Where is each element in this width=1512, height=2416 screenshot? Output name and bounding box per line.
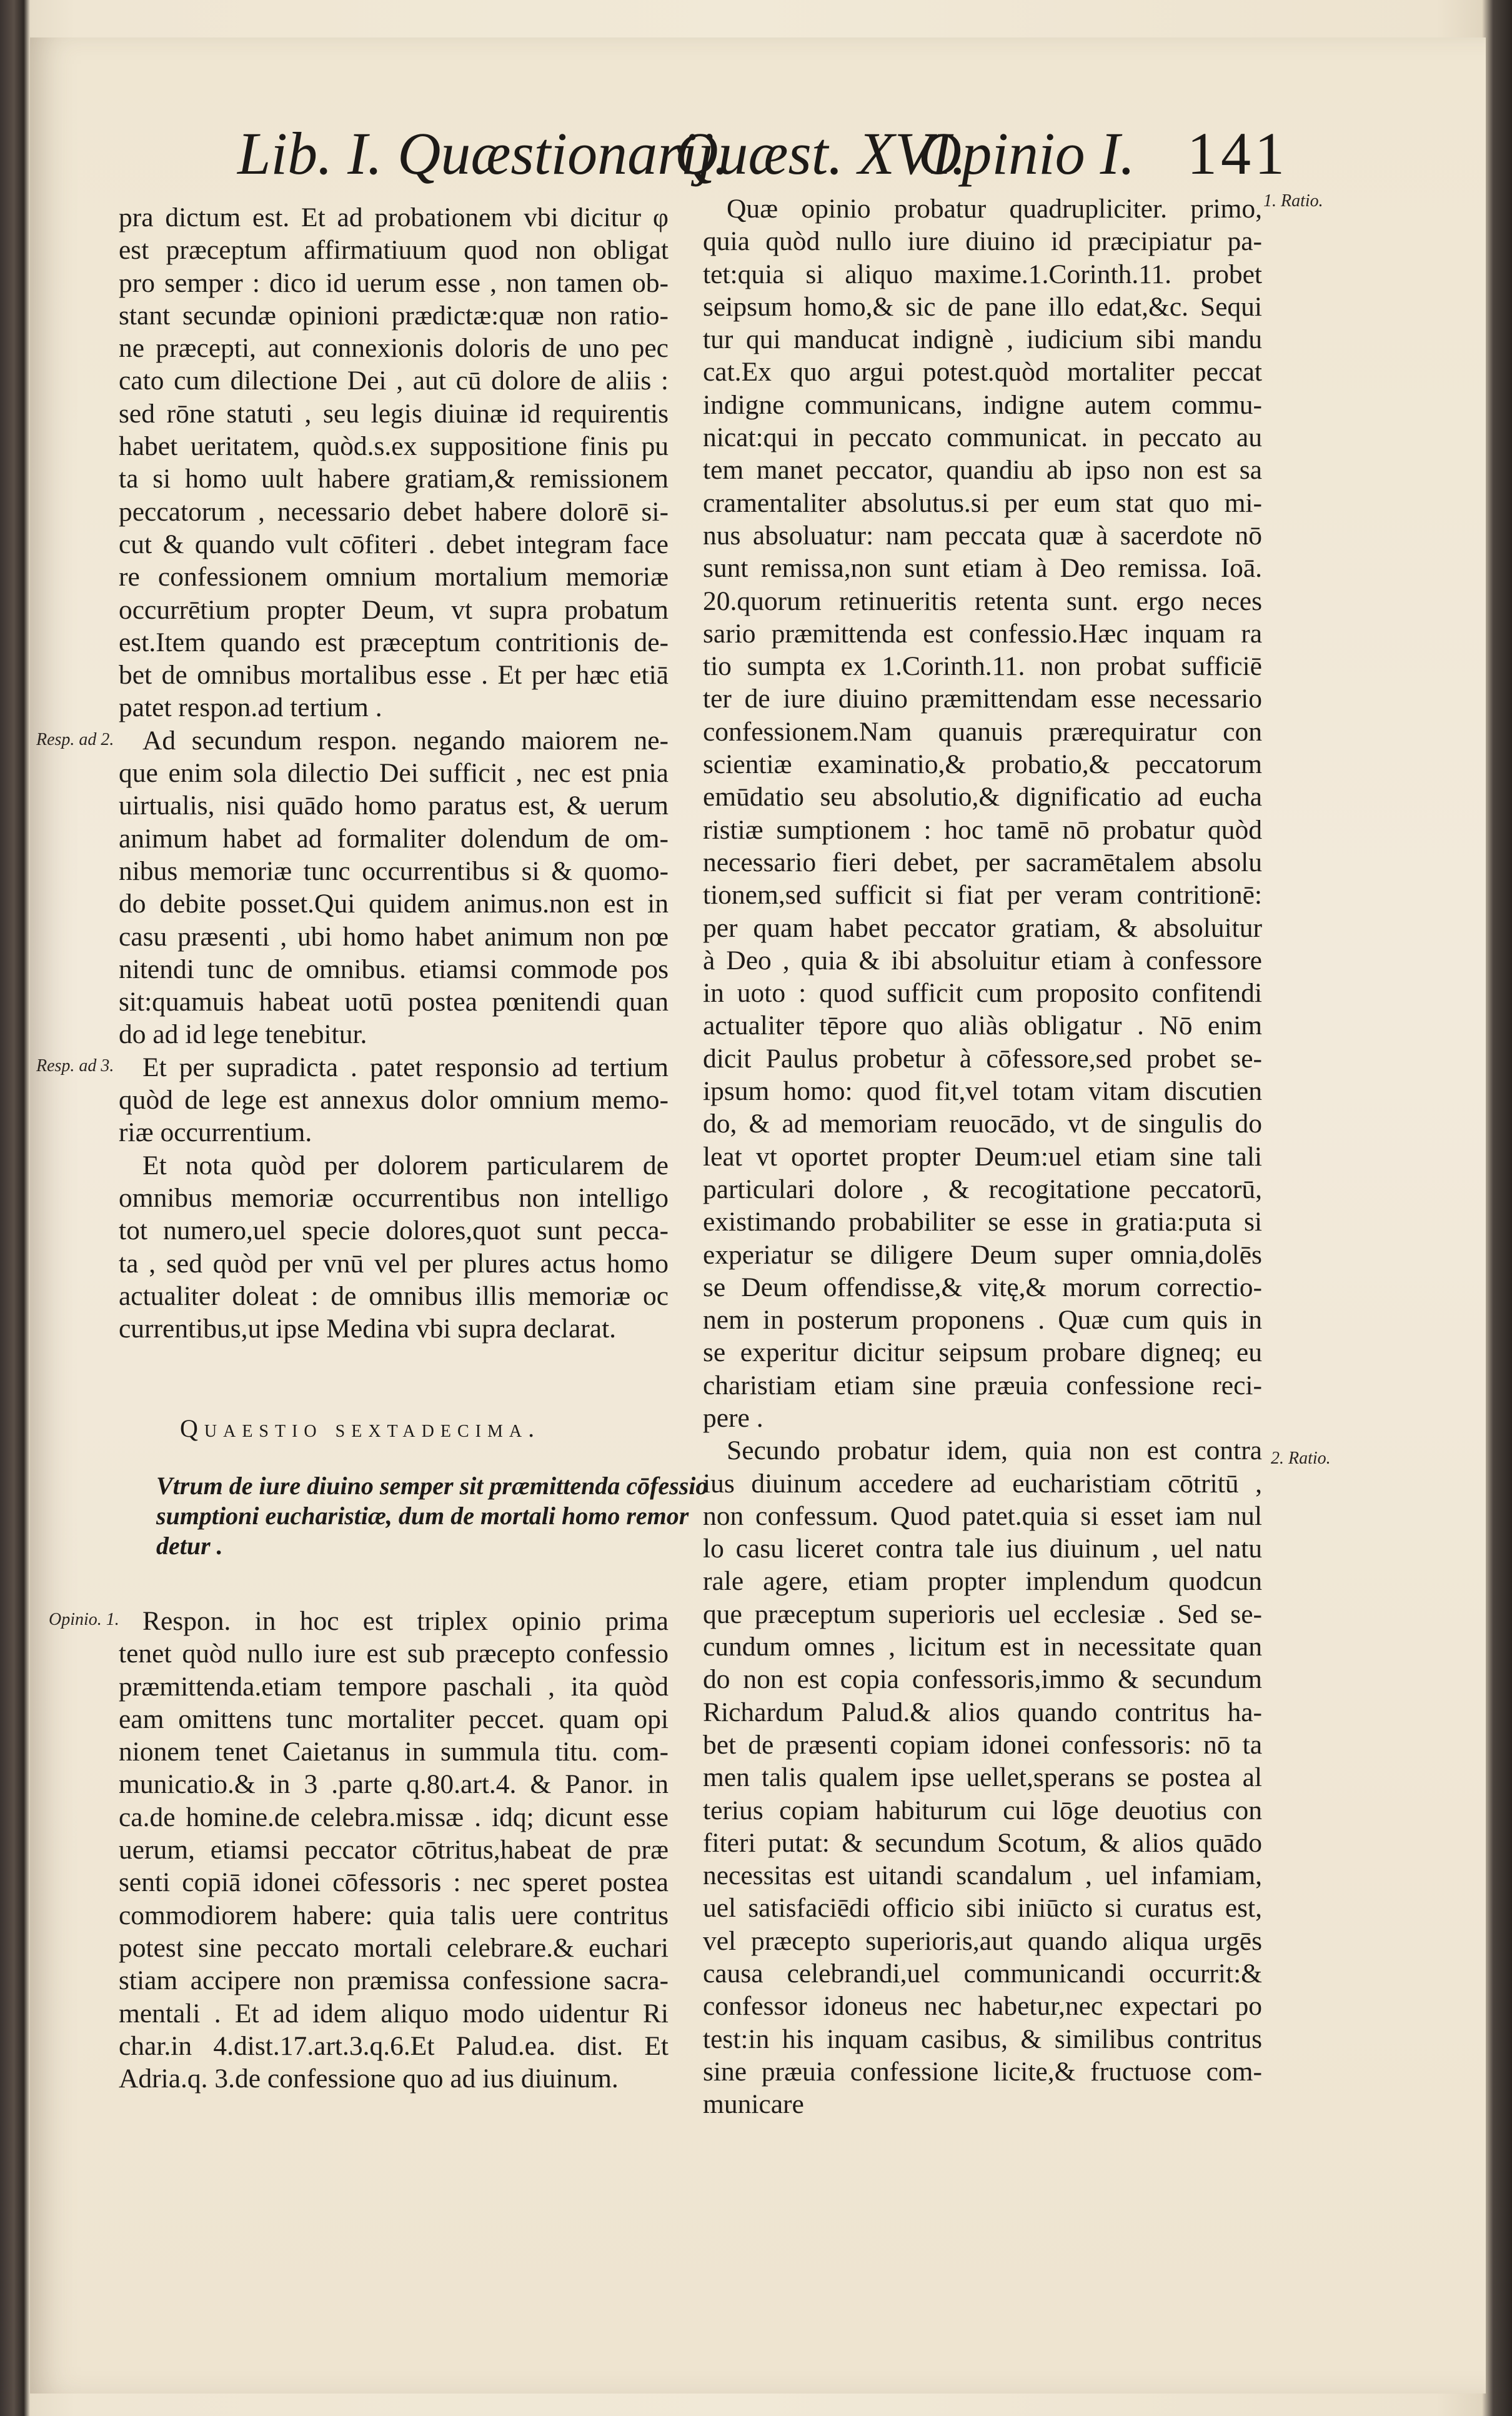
text-line: sed rōne statuti , seu legis diuinæ id requirentis [119, 398, 669, 429]
text-line: ta , sed quòd per vnū vel per plures actus homo [119, 1248, 669, 1279]
text-line: ne præcepti, aut connexionis doloris de uno pec [119, 333, 669, 364]
text-line: cat.Ex quo argui potest.quòd mortaliter peccat [703, 357, 1262, 387]
text-line: terius copiam habiturum cui lōge deuotius con [703, 1795, 1262, 1825]
question-text [156, 1471, 709, 1561]
text-line: tet:quia si aliquo maxime.1.Corinth.11. probet [703, 259, 1262, 289]
text-line: potest sine peccato mortali celebrare.& euchari [119, 1932, 669, 1963]
text-line: do ad id lege tenebitur. [119, 1019, 367, 1050]
margin-note-resp-ad-3: Resp. ad 3. [36, 1056, 114, 1076]
text-line: que enim sola dilectio Dei sufficit , nec est pnia [119, 758, 669, 789]
left-paragraph-5 [119, 1605, 669, 2095]
right-paragraph-1 [703, 192, 1262, 1434]
text-line: pro semper : dico id uerum esse , non tamen ob- [119, 267, 669, 298]
text-line: do non est copia confessoris,immo & secundum [703, 1664, 1262, 1695]
text-line: non confessum. Quod patet.quia si esset iam nul [703, 1500, 1262, 1531]
text-line: Richardum Palud.& alios quando contritus ha- [703, 1697, 1262, 1727]
text-line: pra dictum est. Et ad probationem vbi dicitur φ [119, 202, 669, 232]
left-paragraph-3 [119, 1051, 669, 1149]
text-line: sine præuia confessione licite,& fructuose com- [703, 2056, 1262, 2087]
text-line: char.in 4.dist.17.art.3.q.6.Et Palud.ea. dist. Et [119, 2030, 669, 2061]
page-number: 141 [1187, 120, 1288, 187]
text-line: actualiter tēpore quo aliàs obligatur . Nō enim [703, 1011, 1262, 1041]
text-line: se experitur dicitur seipsum probare digneq; eu [703, 1337, 1262, 1368]
text-line: test:in his inquam casibus, & similibus contritus [703, 2024, 1262, 2054]
running-header [0, 94, 1512, 187]
text-line: existimando probabiliter se esse in gratia:puta si [703, 1207, 1262, 1237]
text-line: tionem,sed sufficit si fiat per veram contritionē: [703, 880, 1262, 911]
text-line: Et per supradicta . patet responsio ad tertium [142, 1052, 669, 1082]
right-paragraph-2 [703, 1434, 1262, 2120]
text-line: actualiter doleat : de omnibus illis memoriæ oc [119, 1280, 669, 1311]
text-line: tur qui manducat indignè , iudicium sibi mandu [703, 324, 1262, 355]
text-line: cut & quando vult cōfiteri . debet integram face [119, 529, 669, 559]
text-line: ipsum homo: quod fit,vel totam vitam discutien [703, 1076, 1262, 1107]
text-line: tot numero,uel specie dolores,quot sunt pecca- [119, 1215, 669, 1246]
text-line: ta si homo uult habere gratiam,& remissionem [119, 464, 669, 494]
text-line: leat vt oportet propter Deum:uel etiam sine tali [703, 1141, 1262, 1172]
text-line: præmittenda.etiam tempore paschali , ita quòd [119, 1671, 669, 1702]
text-line: peccatorum , necessario debet habere dolorē si- [119, 496, 669, 527]
text-line: ter de iure diuino præmittendam esse necessario [703, 684, 1262, 714]
text-line: se Deum offendisse,& vitę,& morum correctio- [703, 1272, 1262, 1302]
text-line: currentibus,ut ipse Medina vbi supra declarat. [119, 1314, 617, 1344]
text-line: indigne communicans, indigne autem commu- [703, 389, 1262, 420]
text-line: casu præsenti , ubi homo habet animum non pœ [119, 921, 669, 952]
text-line: do debite posset.Qui quidem animus.non est in [119, 889, 669, 919]
right-column [703, 192, 1262, 2121]
text-line: per quam habet peccator gratiam, & absoluitur [703, 912, 1262, 943]
text-line: omnibus memoriæ occurrentibus non intelligo [119, 1182, 669, 1213]
text-line: quòd de lege est annexus dolor omnium memo- [119, 1085, 669, 1116]
text-line: nitendi tunc de omnibus. etiamsi commode pos [119, 954, 669, 984]
text-line: dicit Paulus probetur à cōfessore,sed probet se- [703, 1043, 1262, 1074]
text-line: seipsum homo,& sic de pane illo edat,&c. Sequi [703, 291, 1262, 322]
text-line: cato cum dilectione Dei , aut cū dolore de aliis : [119, 366, 669, 396]
text-line: 20.quorum retinueritis retenta sunt. ergo neces [703, 586, 1262, 616]
text-line: Secundo probatur idem, quia non est contra [727, 1435, 1262, 1466]
text-line: tio sumpta ex 1.Corinth.11. non probat sufficiē [703, 651, 1262, 682]
left-column [119, 201, 669, 1345]
left-paragraph-4 [119, 1149, 669, 1345]
text-line: eam omittens tunc mortaliter peccet. quam opi [119, 1704, 669, 1734]
left-paragraph-1 [119, 201, 669, 724]
text-line: uirtualis, nisi quādo homo paratus est, & uerum [119, 791, 669, 821]
text-line: à Deo , quia & ibi absoluitur etiam à confessore [703, 945, 1262, 976]
text-line: que præceptum superioris uel ecclesiæ . Sed se- [703, 1599, 1262, 1629]
text-line: Adria.q. 3.de confessione quo ad ius diuinum. [119, 2064, 619, 2094]
margin-note-resp-ad-2: Resp. ad 2. [36, 730, 114, 749]
text-line: necessitas est uitandi scandalum , uel infamiam, [703, 1860, 1262, 1891]
text-line: sumptioni eucharistiæ, dum de mortali homo remor [156, 1502, 689, 1530]
text-line: do, & ad memoriam reuocādo, vt de singulis do [703, 1109, 1262, 1139]
text-line: tem manet peccator, quandiu ab ipso non est sa [703, 455, 1262, 486]
left-column-lower [119, 1605, 669, 2095]
text-line: commodiorem habere: quia talis uere contritus [119, 1900, 669, 1930]
text-line: lo casu liceret contra tale ius diuinum , uel natu [703, 1534, 1262, 1564]
text-line: men talis qualem ipse uellet,sperans se postea al [703, 1762, 1262, 1793]
text-line: animum habet ad formaliter dolendum de om- [119, 823, 669, 854]
text-line: cundum omnes , licitum est in necessitate quan [703, 1632, 1262, 1662]
text-line: confessionem.Nam quanuis prærequiratur con [703, 716, 1262, 747]
text-line: Ad secundum respon. negando maiorem ne- [142, 725, 669, 756]
text-line: re confessionem omnium mortalium memoriæ [119, 562, 669, 592]
text-line: nem in posterum proponens . Quæ cum quis in [703, 1305, 1262, 1335]
text-line: tenet quòd nullo iure est sub præcepto confessio [119, 1639, 669, 1669]
header-book: Lib. I. Quæstionarij. [237, 120, 729, 187]
header-opinio: Opinio I. [918, 120, 1135, 187]
text-line: ristiæ sumptionem : hoc tamē nō probatur quòd [703, 814, 1262, 845]
margin-note-ratio-1: 1. Ratio. [1263, 191, 1323, 211]
text-line: rale agere, etiam propter implendum quodcun [703, 1566, 1262, 1597]
header-quaestio: Quæst. XVI. [675, 120, 967, 187]
text-line: experiatur se diligere Deum super omnia,dolēs [703, 1239, 1262, 1270]
text-line: nionem tenet Caietanus in summula titu. com- [119, 1737, 669, 1767]
text-line: Respon. in hoc est triplex opinio prima [142, 1606, 669, 1636]
text-line: ius diuinum accedere ad eucharistiam cōtritū , [703, 1468, 1262, 1499]
text-line: sunt remissa,non sunt etiam à Deo remissa. Ioā. [703, 553, 1262, 584]
text-line: nibus memoriæ tunc occurrentibus si & quomo- [119, 856, 669, 886]
text-line: stiam accipere non præmissa confessione sacra- [119, 1965, 669, 1996]
text-line: riæ occurrentium. [119, 1117, 312, 1148]
text-line: Vtrum de iure diuino semper sit præmittenda cōfessio [156, 1472, 709, 1500]
text-line: fiteri putat: & secundum Scotum, & alios quādo [703, 1827, 1262, 1858]
text-line: occurrētium propter Deum, vt supra probatum [119, 594, 669, 625]
text-line: municare [703, 2089, 804, 2120]
text-line: quia quòd nullo iure diuino id præcipiatur pa- [703, 226, 1262, 257]
text-line: uel satisfaciēdi officio sibi iniūcto si curatus est, [703, 1893, 1262, 1924]
text-line: Quæ opinio probatur quadrupliciter. primo, [727, 194, 1262, 224]
text-line: scientiæ examinatio,& probatio,& peccatorum [703, 749, 1262, 780]
text-line: mentali . Et ad idem aliquo modo uidentur Ri [119, 1998, 669, 2029]
text-line: senti copiā idonei cōfessoris : nec speret postea [119, 1867, 669, 1898]
text-line: Et nota quòd per dolorem particularem de [142, 1150, 669, 1181]
text-line: est præceptum affirmatiuum quod non obligat [119, 235, 669, 266]
question-heading: Quaestio sextadecima. [180, 1414, 541, 1442]
text-line: est.Item quando est præceptum contritionis de- [119, 627, 669, 657]
text-line: patet respon.ad tertium . [119, 692, 382, 723]
text-line: vel præcepto superioris,aut quando aliqua urgēs [703, 1925, 1262, 1956]
text-line: uerum, etiamsi peccator cōtritus,habeat de præ [119, 1835, 669, 1865]
text-line: emūdatio seu absolutio,& dignificatio ad eucha [703, 782, 1262, 812]
text-line: confessor idoneus nec habetur,nec expectari po [703, 1991, 1262, 2022]
text-line: detur . [156, 1532, 223, 1560]
text-line: charistiam etiam sine præuia confessione reci- [703, 1370, 1262, 1400]
text-line: habet ueritatem, quòd.s.ex suppositione finis pu [119, 431, 669, 462]
text-line: bet de præsenti copiam idonei confessoris: nō ta [703, 1729, 1262, 1760]
text-line: sit:quamuis habeat uotū postea pœnitendi quan [119, 987, 669, 1017]
text-line: stant secundæ opinioni prædictæ:quæ non ratio- [119, 300, 669, 331]
text-line: ca.de homine.de celebra.missæ . idq; dicunt esse [119, 1802, 669, 1832]
text-line: pere . [703, 1402, 763, 1433]
text-line: nus absoluatur: nam peccata quæ à sacerdote nō [703, 520, 1262, 551]
left-paragraph-2 [119, 724, 669, 1051]
text-line: cramentaliter absolutus.si per eum stat quo mi- [703, 487, 1262, 518]
margin-note-opinio-1: Opinio. 1. [49, 1610, 119, 1629]
text-line: sario præmittenda est confessio.Hæc inquam ra [703, 618, 1262, 649]
text-line: nicat:qui in peccato communicat. in peccato au [703, 422, 1262, 453]
text-line: bet de omnibus mortalibus esse . Et per hæc etiā [119, 660, 669, 691]
text-line: particulari dolore , & recogitatione peccatorū, [703, 1174, 1262, 1204]
text-line: causa celebrandi,uel communicandi occurrit:& [703, 1959, 1262, 1989]
text-line: municatio.& in 3 .parte q.80.art.4. & Panor. in [119, 1769, 669, 1800]
text-line: in uoto : quod sufficit cum proposito confitendi [703, 978, 1262, 1009]
margin-note-ratio-2: 2. Ratio. [1271, 1449, 1331, 1468]
text-line: necessario fieri debet, per sacramētalem absolu [703, 847, 1262, 877]
